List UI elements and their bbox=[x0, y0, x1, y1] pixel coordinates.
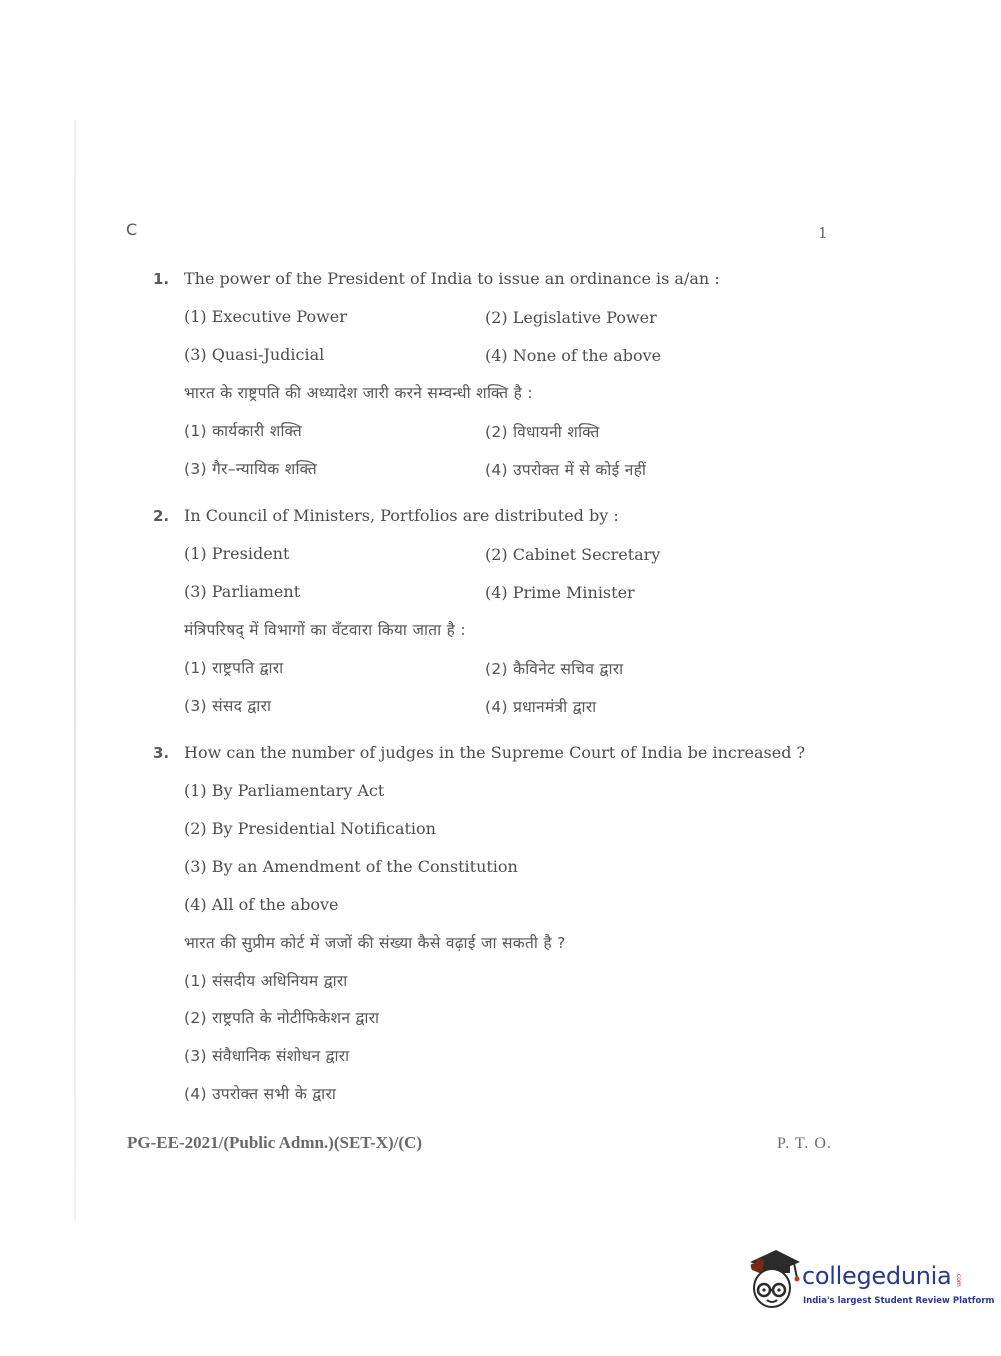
question-text-hindi: भारत की सुप्रीम कोर्ट में जजों की संख्या कैसे वढ़ाई जा सकती है ? bbox=[184, 934, 566, 952]
option: (3) Parliament bbox=[184, 582, 301, 601]
option-hindi: (4) उपरोक्त सभी के द्वारा bbox=[184, 1085, 337, 1103]
question-text: The power of the President of India to issue an ordinance is a/an : bbox=[184, 269, 720, 288]
option: (4) All of the above bbox=[184, 895, 339, 914]
option: (4) None of the above bbox=[485, 346, 662, 365]
option: (2) Cabinet Secretary bbox=[485, 545, 661, 564]
question-number: 2. bbox=[153, 507, 170, 525]
question-text-hindi: मंत्रिपरिषद् में विभागों का वँटवारा किया जाता है : bbox=[184, 621, 466, 639]
option-hindi: (3) संसद द्वारा bbox=[184, 697, 272, 715]
option-hindi: (3) संवैधानिक संशोधन द्वारा bbox=[184, 1047, 350, 1065]
logo-name: collegedunia bbox=[802, 1262, 952, 1290]
question-text: In Council of Ministers, Portfolios are distributed by : bbox=[184, 506, 619, 525]
option: (1) President bbox=[184, 544, 290, 563]
option: (3) Quasi-Judicial bbox=[184, 345, 325, 364]
option-hindi: (4) प्रधानमंत्री द्वारा bbox=[485, 698, 597, 716]
collegedunia-logo bbox=[742, 1248, 995, 1318]
option: (1) By Parliamentary Act bbox=[184, 781, 385, 800]
scan-edge bbox=[74, 120, 76, 1220]
option-hindi: (2) कैविनेट सचिव द्वारा bbox=[485, 660, 624, 678]
set-code: C bbox=[126, 220, 138, 239]
option: (3) By an Amendment of the Constitution bbox=[184, 857, 518, 876]
logo-tagline: India's largest Student Review Platform bbox=[803, 1296, 995, 1306]
question-number: 3. bbox=[153, 744, 170, 762]
option-hindi: (1) संसदीय अधिनियम द्वारा bbox=[184, 972, 348, 990]
option-hindi: (4) उपरोक्त में से कोई नहीं bbox=[485, 461, 647, 479]
option-hindi: (1) राष्ट्रपति द्वारा bbox=[184, 659, 284, 677]
option: (1) Executive Power bbox=[184, 307, 347, 326]
option: (2) Legislative Power bbox=[485, 308, 657, 327]
option: (2) By Presidential Notification bbox=[184, 819, 436, 838]
option-hindi: (2) राष्ट्रपति के नोटीफिकेशन द्वारा bbox=[184, 1009, 380, 1027]
option-hindi: (1) कार्यकारी शक्ति bbox=[184, 422, 302, 440]
question-text: How can the number of judges in the Supreme Court of India be increased ? bbox=[184, 743, 806, 762]
option: (4) Prime Minister bbox=[485, 583, 635, 602]
question-text-hindi: भारत के राष्ट्रपति की अध्यादेश जारी करने सम्वन्धी शक्ति है : bbox=[184, 384, 533, 402]
page-number: 1 bbox=[818, 224, 828, 242]
option-hindi: (2) विधायनी शक्ति bbox=[485, 423, 600, 441]
mascot-icon bbox=[742, 1248, 802, 1312]
paper-code: PG-EE-2021/(Public Admn.)(SET-X)/(C) bbox=[127, 1133, 423, 1152]
logo-domain: .com bbox=[955, 1272, 962, 1287]
option-hindi: (3) गैर–न्यायिक शक्ति bbox=[184, 460, 318, 478]
question-number: 1. bbox=[153, 270, 170, 288]
pto-label: P. T. O. bbox=[777, 1135, 832, 1152]
